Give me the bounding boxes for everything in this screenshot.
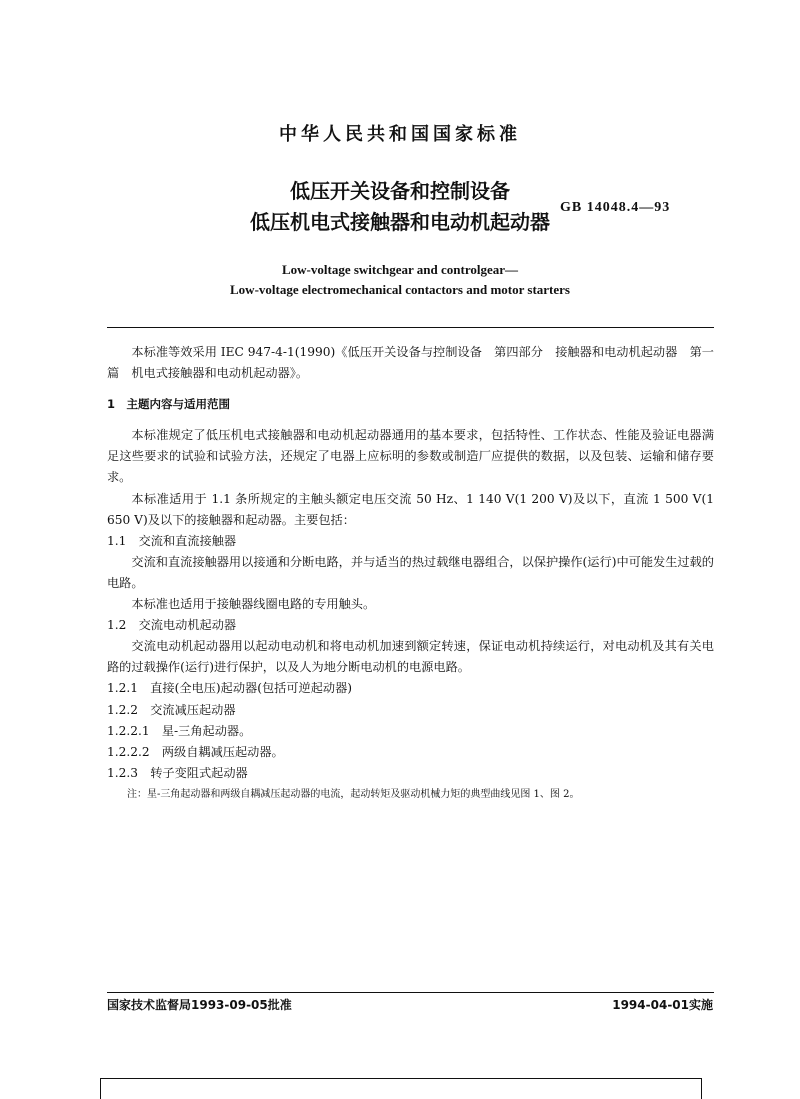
paragraph: 本标准规定了低压机电式接触器和电动机起动器通用的基本要求，包括特性、工作状态、性能及验证电器满足这些要求的试验和试验方法，还规定了电器上应标明的参数或制造厂应提供的数据，以及包装、运输和储存要求。 [107, 428, 714, 485]
english-title-line2: Low-voltage electromechanical contactors and motor starters [230, 282, 570, 297]
approval-date: 国家技术监督局1993-09-05批准 [107, 998, 292, 1012]
note: 注：星-三角起动器和两级自耦减压起动器的电流，起动转矩及驱动机械力矩的典型曲线见图 1、图 2。 [127, 788, 580, 800]
standard-code: GB 14048.4—93 [560, 200, 671, 215]
clause-heading: 1.2.2.1 星-三角起动器。 [107, 723, 252, 738]
header-divider [107, 327, 714, 328]
implementation-date: 1994-04-01实施 [612, 998, 713, 1012]
document-body [107, 342, 714, 805]
paragraph: 本标准也适用于接触器线圈电路的专用触头。 [131, 597, 376, 612]
section-heading: 1 主题内容与适用范围 [107, 397, 231, 412]
footer-divider [107, 992, 714, 993]
subsection-heading: 1.2 交流电动机起动器 [107, 618, 237, 633]
intro-paragraph: 本标准等效采用 IEC 947-4-1(1990)《低压开关设备与控制设备 第四部分 接触器和电动机起动器 第一篇 机电式接触器和电动机起动器》。 [107, 345, 714, 381]
next-page-frame [100, 1078, 702, 1099]
paragraph: 本标准适用于 1.1 条所规定的主触头额定电压交流 50 Hz、1 140 V(1 200 V)及以下，直流 1 500 V(1 650 V)及以下的接触器和起动器。主要包括： [107, 491, 714, 527]
document-title-line2: 低压机电式接触器和电动机起动器 [250, 210, 550, 234]
clause-heading: 1.2.2.2 两级自耦减压起动器。 [107, 744, 284, 759]
national-standard-header: 中华人民共和国国家标准 [279, 124, 521, 145]
english-title-line1: Low-voltage switchgear and controlgear— [281, 262, 519, 277]
subsection-heading: 1.1 交流和直流接触器 [107, 533, 237, 548]
clause-heading: 1.2.1 直接(全电压)起动器(包括可逆起动器) [107, 681, 353, 696]
clause-heading: 1.2.3 转子变阻式起动器 [107, 765, 248, 780]
clause-heading: 1.2.2 交流减压起动器 [107, 702, 236, 717]
paragraph: 交流和直流接触器用以接通和分断电路，并与适当的热过载继电器组合，以保护操作(运行)中可能发生过载的电路。 [107, 554, 714, 590]
paragraph: 交流电动机起动器用以起动电动机和将电动机加速到额定转速，保证电动机持续运行，对电动机及其有关电路的过载操作(运行)进行保护，以及人为地分断电动机的电源电路。 [107, 639, 714, 675]
document-title-line1: 低压开关设备和控制设备 [290, 179, 510, 203]
